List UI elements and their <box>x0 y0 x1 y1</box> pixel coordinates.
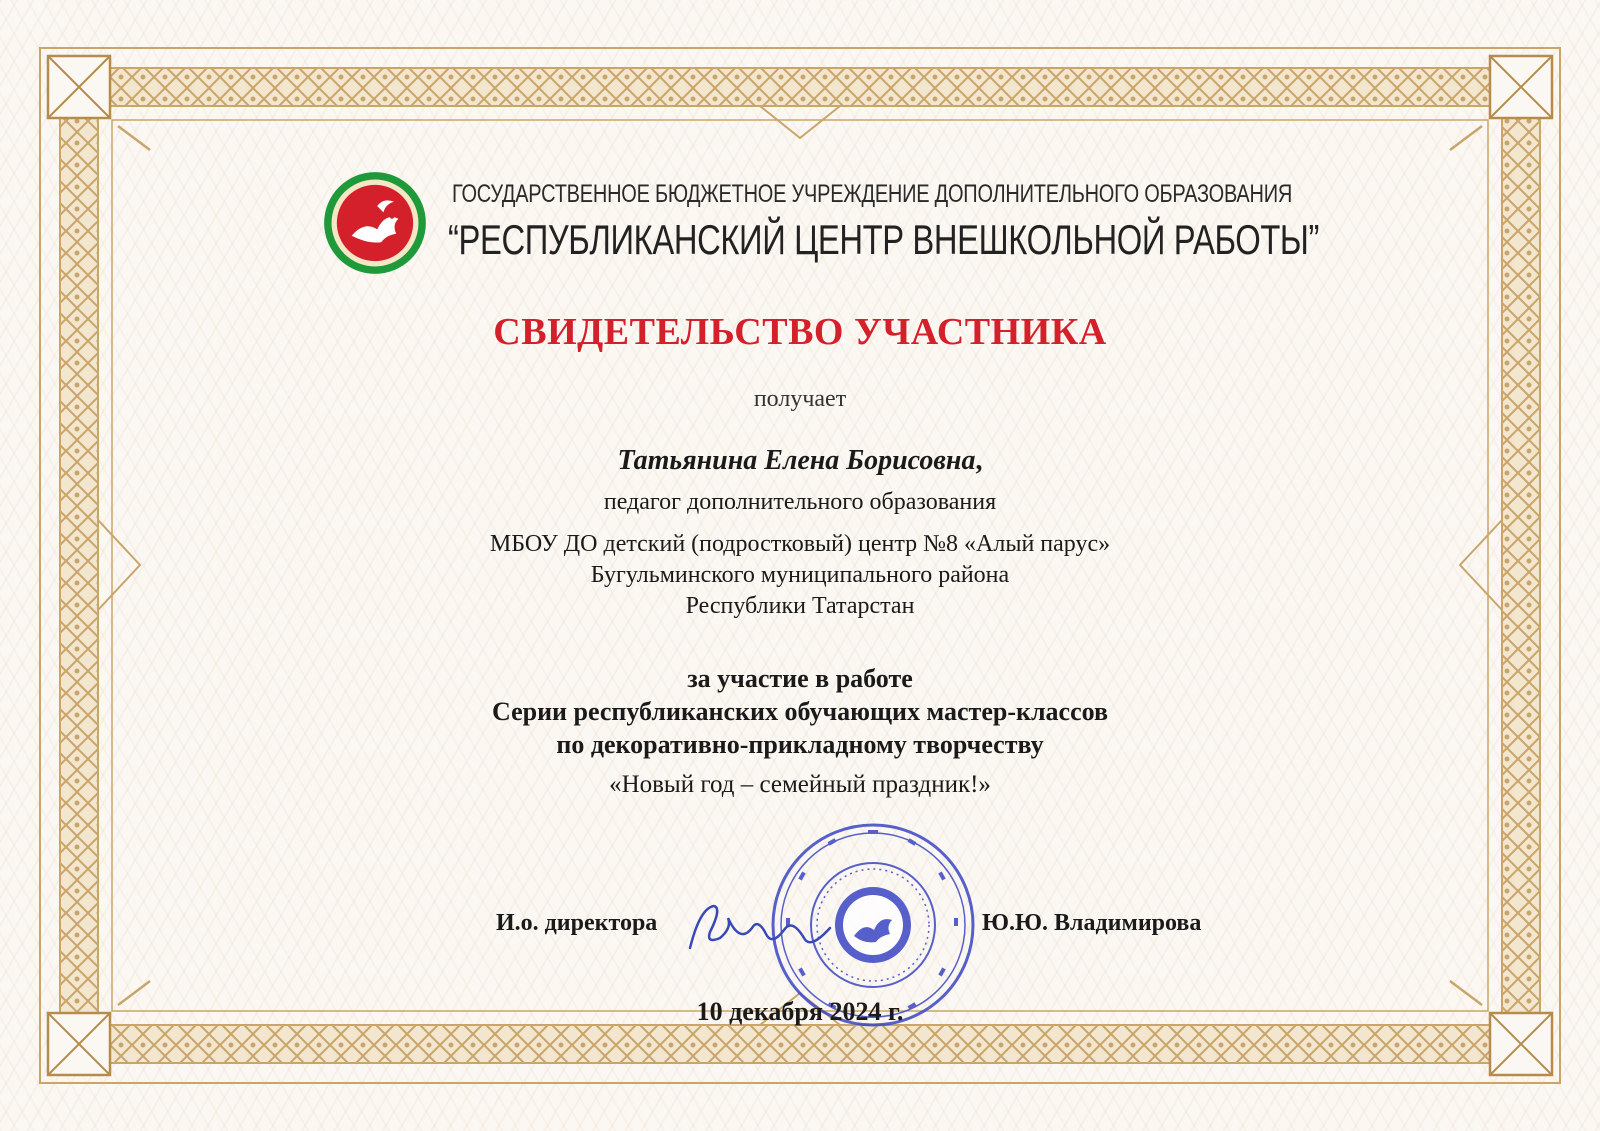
organization-name: “РЕСПУБЛИКАНСКИЙ ЦЕНТР ВНЕШКОЛЬНОЙ РАБОТЫ” <box>448 216 1320 263</box>
recipient-institution <box>0 529 1600 622</box>
certificate-title: СВИДЕТЕЛЬСТВО УЧАСТНИКА <box>493 311 1107 353</box>
award-reason <box>0 662 1600 761</box>
tatarstan-emblem-icon <box>322 170 428 276</box>
reason-line: за участие в работе <box>687 664 913 693</box>
institution-line: Бугульминского муниципального района <box>590 562 1010 588</box>
recipient-name: Татьянина Елена Борисовна <box>617 445 976 476</box>
issue-date: 10 декабря 2024 г. <box>696 997 904 1026</box>
reason-line: по декоративно-прикладному творчеству <box>556 730 1044 759</box>
recipient-comma: , <box>975 445 983 476</box>
reason-line: Серии республиканских обучающих мастер-классов <box>491 697 1109 726</box>
receives-label: получает <box>753 386 847 412</box>
recipient-position: педагог дополнительного образования <box>603 489 997 515</box>
organization-type: ГОСУДАРСТВЕННОЕ БЮДЖЕТНОЕ УЧРЕЖДЕНИЕ ДОПОЛНИТЕЛЬНОГО ОБРАЗОВАНИЯ <box>452 180 1293 208</box>
institution-line: МБОУ ДО детский (подростковый) центр №8 «Алый парус» <box>489 531 1111 557</box>
organization-header <box>322 168 1320 268</box>
event-name: «Новый год – семейный праздник!» <box>609 771 991 798</box>
recipient-name-line <box>0 445 1600 477</box>
institution-line: Республики Татарстан <box>685 593 915 619</box>
signer-name: Ю.Ю. Владимирова <box>982 910 1202 936</box>
director-title: И.о. директора <box>496 910 658 936</box>
